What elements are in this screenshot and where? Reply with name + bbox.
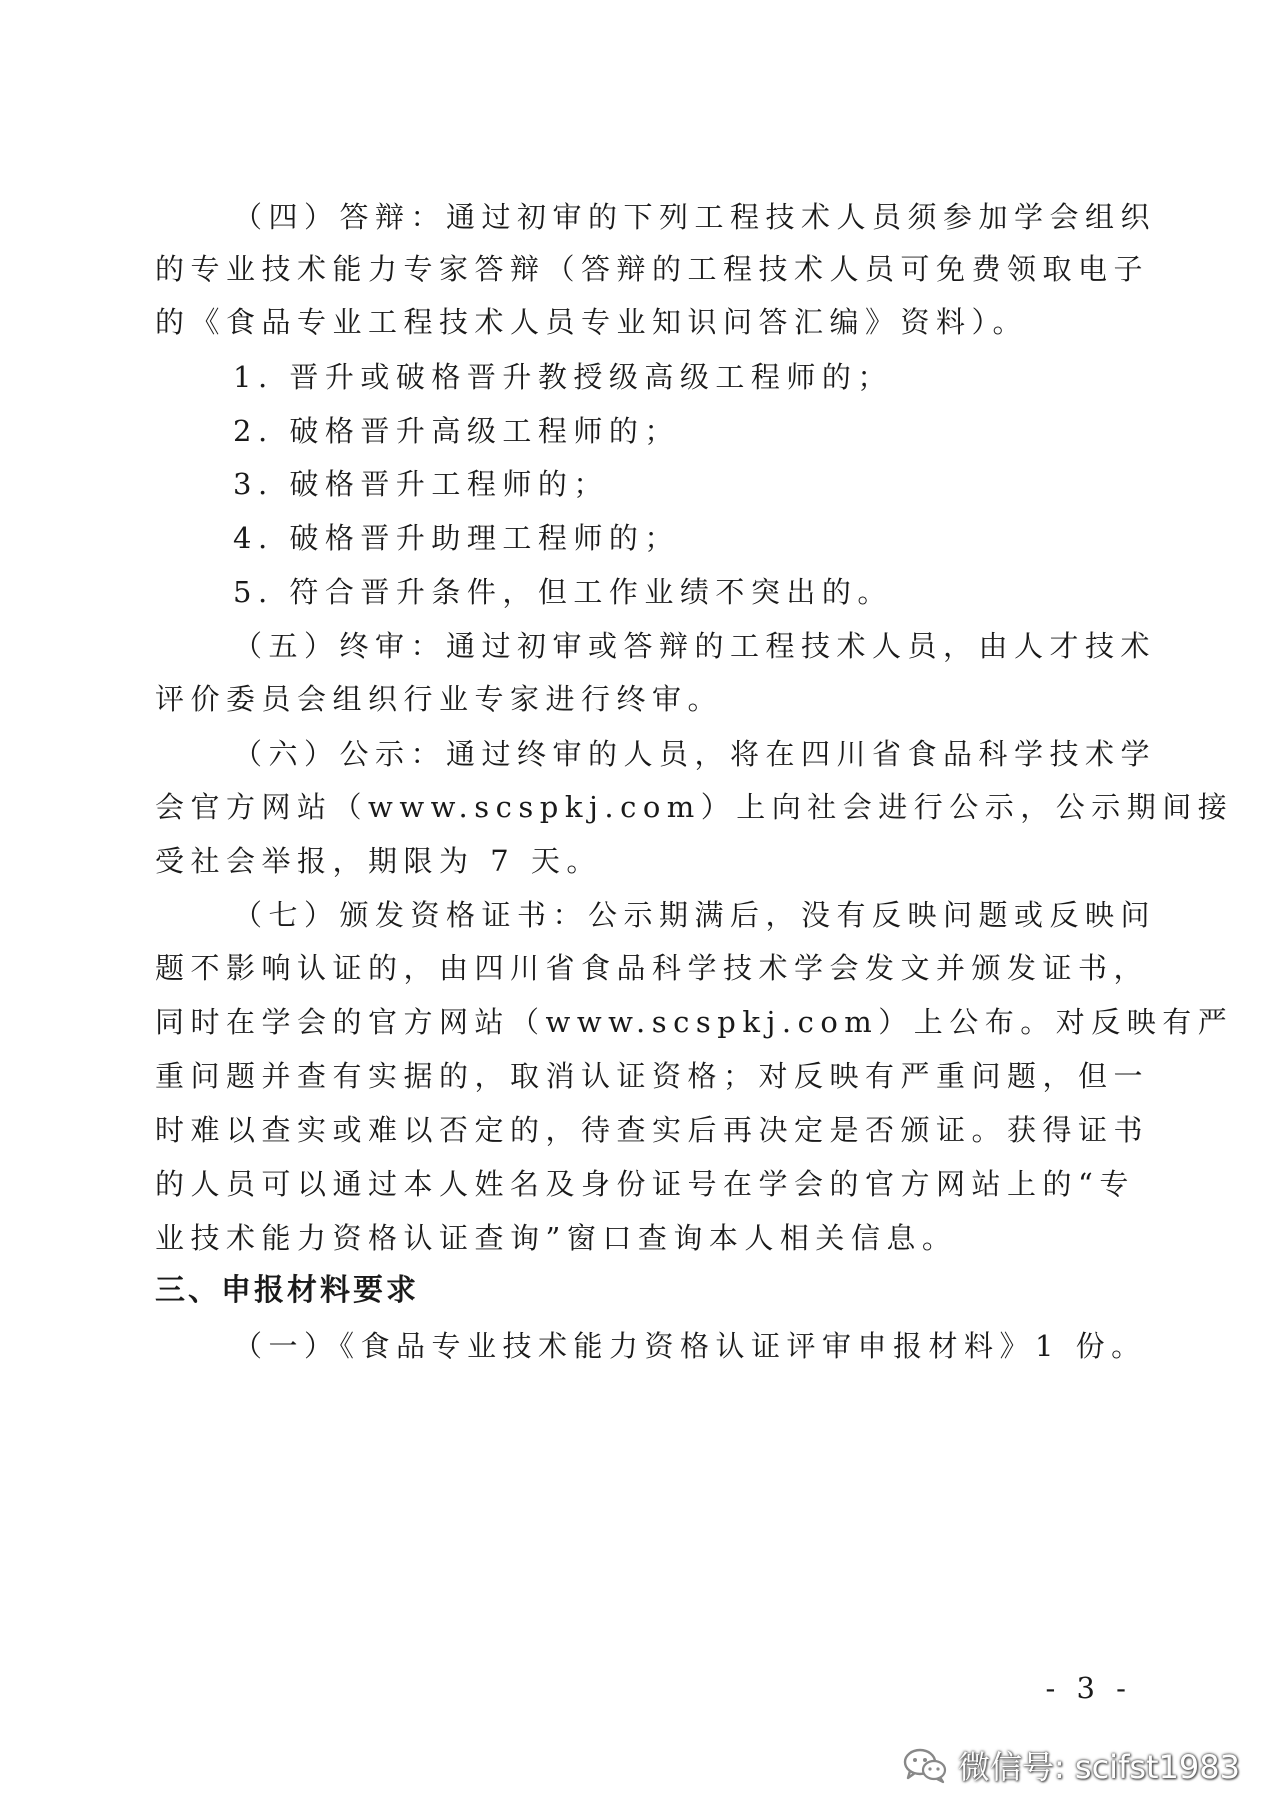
paragraph-6-line-2: 会官方网站（www.scspkj.com）上向社会进行公示，公示期间接 [155,790,1234,824]
watermark-text: 微信号: scifst1983 [957,1748,1240,1786]
paragraph-7-line-6: 的人员可以通过本人姓名及身份证号在学会的官方网站上的“专 [155,1167,1135,1201]
paragraph-7-line-7: 业技术能力资格认证查询”窗口查询本人相关信息。 [155,1221,958,1255]
page-number: - 3 - [1045,1671,1132,1705]
paragraph-5-line-2: 评价委员会组织行业专家进行终审。 [155,682,724,716]
paragraph-7-line-5: 时难以查实或难以否定的，待查实后再决定是否颁证。获得证书 [155,1113,1150,1147]
wechat-icon [902,1745,948,1785]
list-item-2: 2. 破格晋升高级工程师的； [233,414,680,448]
list-item-5: 5. 符合晋升条件，但工作业绩不突出的。 [233,575,893,609]
paragraph-6-line-1: （六）公示：通过终审的人员，将在四川省食品科学技术学 [233,737,1157,771]
paragraph-5-line-1: （五）终审：通过初审或答辩的工程技术人员，由人才技术 [233,629,1157,663]
paragraph-6-line-3: 受社会举报，期限为 7 天。 [155,844,602,878]
paragraph-4-line-1: （四）答辩：通过初审的下列工程技术人员须参加学会组织 [233,200,1157,234]
list-item-4: 4. 破格晋升助理工程师的； [233,521,680,555]
material-item-1: （一）《食品专业技术能力资格认证评审申报材料》1 份。 [233,1329,1147,1363]
list-item-1: 1. 晋升或破格晋升教授级高级工程师的； [233,360,893,394]
paragraph-7-line-1: （七）颁发资格证书：公示期满后，没有反映问题或反映问 [233,898,1157,932]
paragraph-4-line-3: 的《食品专业工程技术人员专业知识问答汇编》资料）。 [155,305,1029,339]
list-item-3: 3. 破格晋升工程师的； [233,467,609,501]
paragraph-7-line-4: 重问题并查有实据的，取消认证资格；对反映有严重问题，但一 [155,1059,1150,1093]
wechat-watermark [902,1737,1240,1793]
paragraph-7-line-3: 同时在学会的官方网站（www.scspkj.com）上公布。对反映有严 [155,1005,1234,1039]
section-heading: 三、申报材料要求 [155,1273,419,1308]
paragraph-7-line-2: 题不影响认证的，由四川省食品科学技术学会发文并颁发证书， [155,951,1150,985]
paragraph-4-line-2: 的专业技术能力专家答辩（答辩的工程技术人员可免费领取电子 [155,252,1150,286]
